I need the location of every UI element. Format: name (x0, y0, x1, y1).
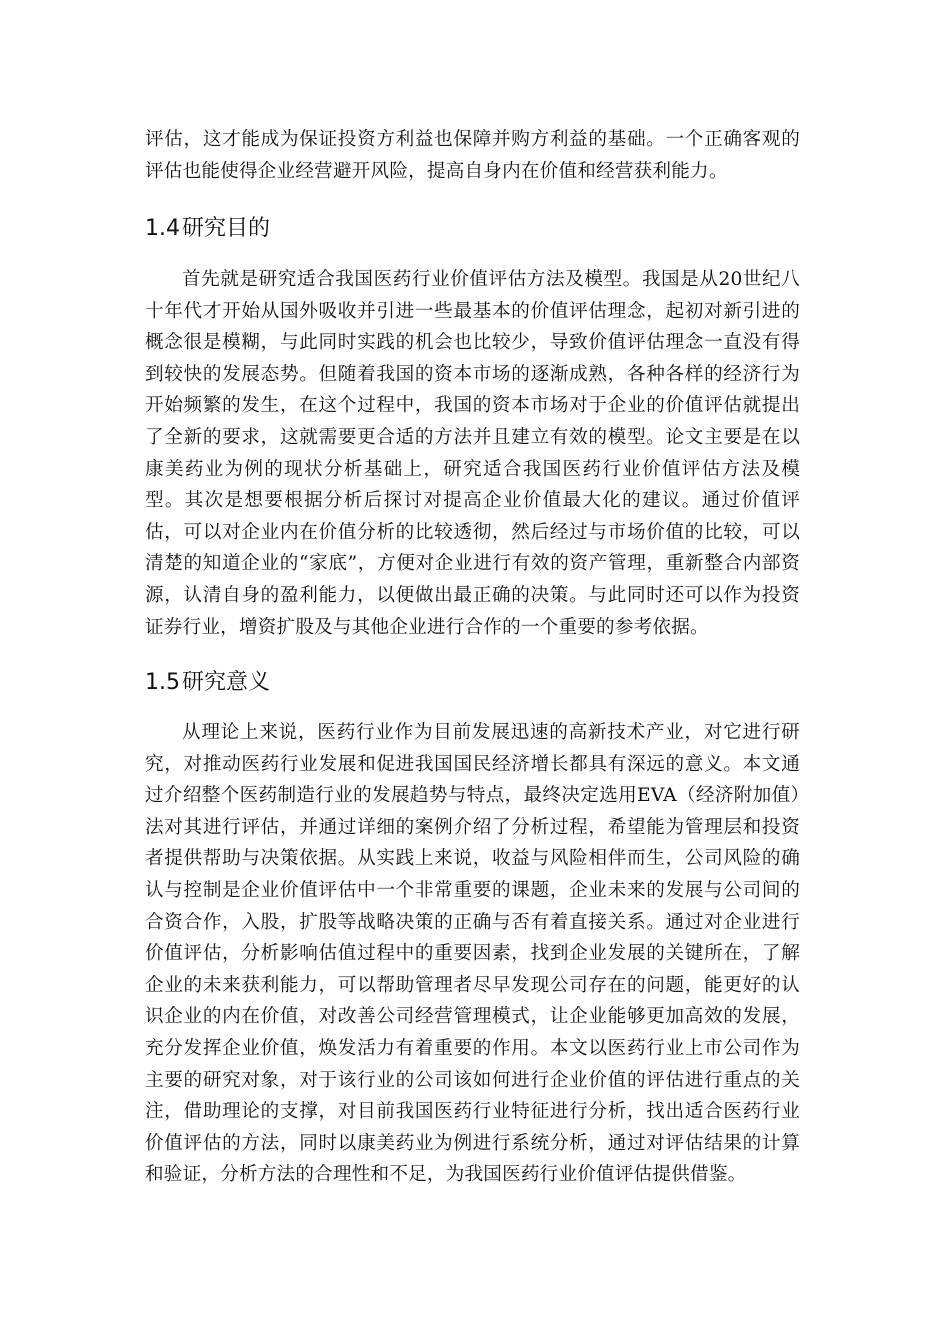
section-1-4-body: 首先就是研究适合我国医药行业价值评估方法及模型。我国是从20世纪八十年代才开始从国外吸收并引进一些最基本的价值评估理念，起初对新引进的概念很是模糊，与此同时实践的机会也比较少，导致价值评估理念一直没有得到较快的发展态势。但随着我国的资本市场的逐渐成熟，各种各样的经济行为开始频繁的发生，在这个过程中，我国的资本市场对于企业的价值评估就提出了全新的要求，这就需要更合适的方法并且建立有效的模型。论文主要是在以康美药业为例的现状分析基础上，研究适合我国医药行业价值评估方法及模型。其次是想要根据分析后探讨对提高企业价值最大化的建议。通过价值评估，可以对企业内在价值分析的比较透彻，然后经过与市场价值的比较，可以清楚的知道企业的“家底”，方便对企业进行有效的资产管理，重新整合内部资源，认清自身的盈利能力，以便做出最正确的决策。与此同时还可以作为投资证券行业，增资扩股及与其他企业进行合作的一个重要的参考依据。 (145, 269, 800, 638)
section-heading-1-5 (145, 668, 270, 698)
section-title: 研究意义 (182, 670, 271, 695)
section-number: 1.4 (145, 216, 180, 241)
intro-paragraph: 评估，这才能成为保证投资方利益也保障并购方利益的基础。一个正确客观的评估也能使得企业经营避开风险，提高自身内在价值和经营获利能力。 (145, 129, 800, 182)
section-number: 1.5 (145, 670, 180, 695)
section-heading-1-4 (145, 214, 270, 244)
section-title: 研究目的 (182, 216, 271, 241)
section-1-5-body: 从理论上来说，医药行业作为目前发展迅速的高新技术产业，对它进行研究，对推动医药行业发展和促进我国国民经济增长都具有深远的意义。本文通过介绍整个医药制造行业的发展趋势与特点，最终决定选用EVA（经济附加值）法对其进行评估，并通过详细的案例介绍了分析过程，希望能为管理层和投资者提供帮助与决策依据。从实践上来说，收益与风险相伴而生，公司风险的确认与控制是企业价值评估中一个非常重要的课题，企业未来的发展与公司间的合资合作，入股，扩股等战略决策的正确与否有着直接关系。通过对企业进行价值评估，分析影响估值过程中的重要因素，找到企业发展的关键所在，了解企业的未来获利能力，可以帮助管理者尽早发现公司存在的问题，能更好的认识企业的内在价值，对改善公司经营管理模式，让企业能够更加高效的发展，充分发挥企业价值，焕发活力有着重要的作用。本文以医药行业上市公司作为主要的研究对象，对于该行业的公司该如何进行企业价值的评估进行重点的关注，借助理论的支撑，对目前我国医药行业特征进行分析，找出适合医药行业价值评估的方法，同时以康美药业为例进行系统分析，通过对评估结果的计算和验证，分析方法的合理性和不足，为我国医药行业价值评估提供借鉴。 (145, 722, 800, 1186)
